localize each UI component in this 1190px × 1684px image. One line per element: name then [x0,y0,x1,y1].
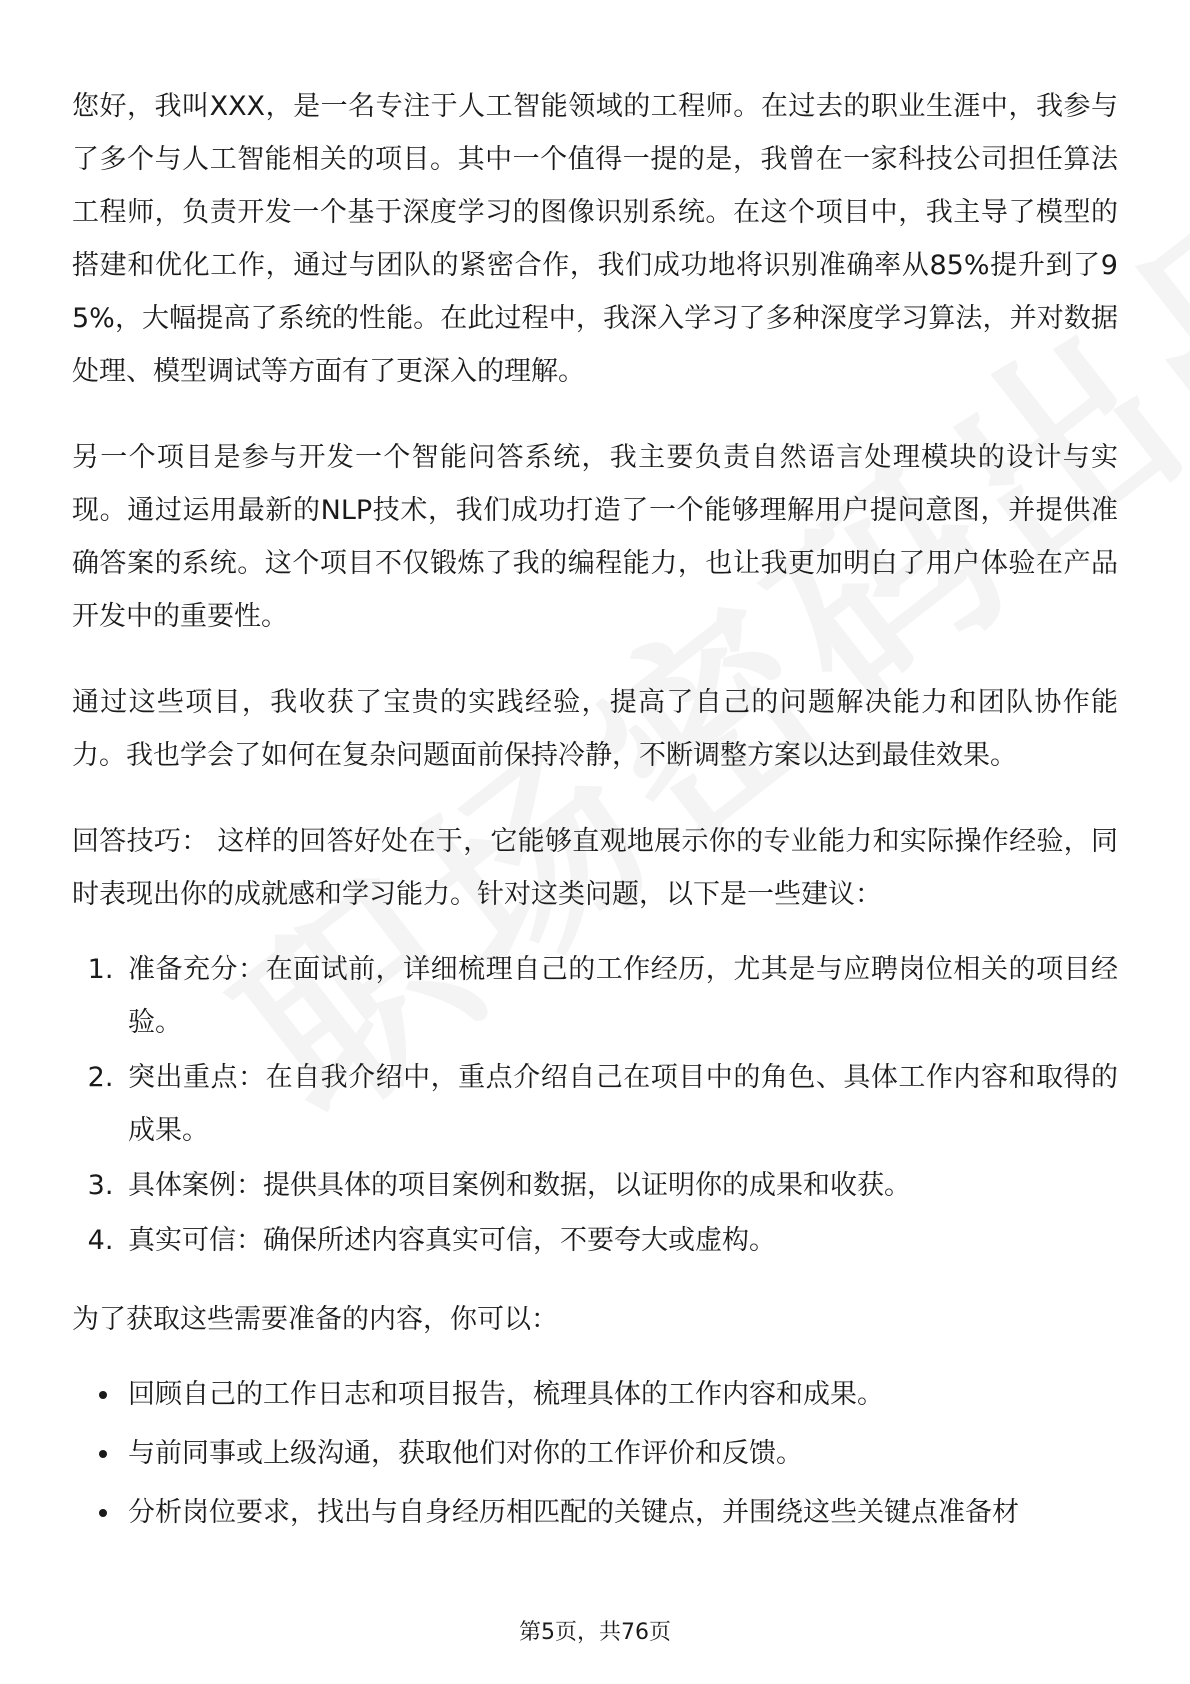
paragraph-answer-tips: 回答技巧： 这样的回答好处在于，它能够直观地展示你的专业能力和实际操作经验，同时表现出你的成就感和学习能力。针对这类问题，以下是一些建议： [72,826,1118,910]
paragraph-project-image-recognition: 您好，我叫XXX，是一名专注于人工智能领域的工程师。在过去的职业生涯中，我参与了多个与人工智能相关的项目。其中一个值得一提的是，我曾在一家科技公司担任算法工程师，负责开发一个基于深度学习的图像识别系统。在这个项目中，我主导了模型的搭建和优化工作，通过与团队的紧密合作，我们成功地将识别准确率从85%提升到了95%，大幅提高了系统的性能。在此过程中，我深入学习了多种深度学习算法，并对数据处理、模型调试等方面有了更深入的理解。 [72,91,1118,387]
list-item: • 回顾自己的工作日志和项目报告，梳理具体的工作内容和成果。 [122,1368,1118,1421]
page-content [72,80,1118,1545]
paragraph-prep-intro: 为了获取这些需要准备的内容，你可以： [72,1304,558,1335]
prep-list [72,1368,1118,1539]
list-item: 2. 突出重点：在自我介绍中，重点介绍自己在项目中的角色、具体工作内容和取得的成果。 [122,1051,1118,1157]
page-number: 第5页，共76页 [519,1620,671,1645]
list-item: 4. 真实可信：确保所述内容真实可信，不要夸大或虚构。 [122,1214,1118,1267]
paragraph-gains: 通过这些项目，我收获了宝贵的实践经验，提高了自己的问题解决能力和团队协作能力。我也学会了如何在复杂问题面前保持冷静，不断调整方案以达到最佳效果。 [72,687,1118,771]
paragraph-project-qa-system: 另一个项目是参与开发一个智能问答系统，我主要负责自然语言处理模块的设计与实现。通过运用最新的NLP技术，我们成功打造了一个能够理解用户提问意图，并提供准确答案的系统。这个项目不仅锻炼了我的编程能力，也让我更加明白了用户体验在产品开发中的重要性。 [72,442,1118,632]
list-item: • 与前同事或上级沟通，获取他们对你的工作评价和反馈。 [122,1427,1118,1480]
tips-list [72,943,1118,1267]
list-item: 1. 准备充分：在面试前，详细梳理自己的工作经历，尤其是与应聘岗位相关的项目经验。 [122,943,1118,1049]
list-item: 3. 具体案例：提供具体的项目案例和数据，以证明你的成果和收获。 [122,1159,1118,1212]
list-item: • 分析岗位要求，找出与自身经历相匹配的关键点，并围绕这些关键点准备材 [122,1486,1118,1539]
